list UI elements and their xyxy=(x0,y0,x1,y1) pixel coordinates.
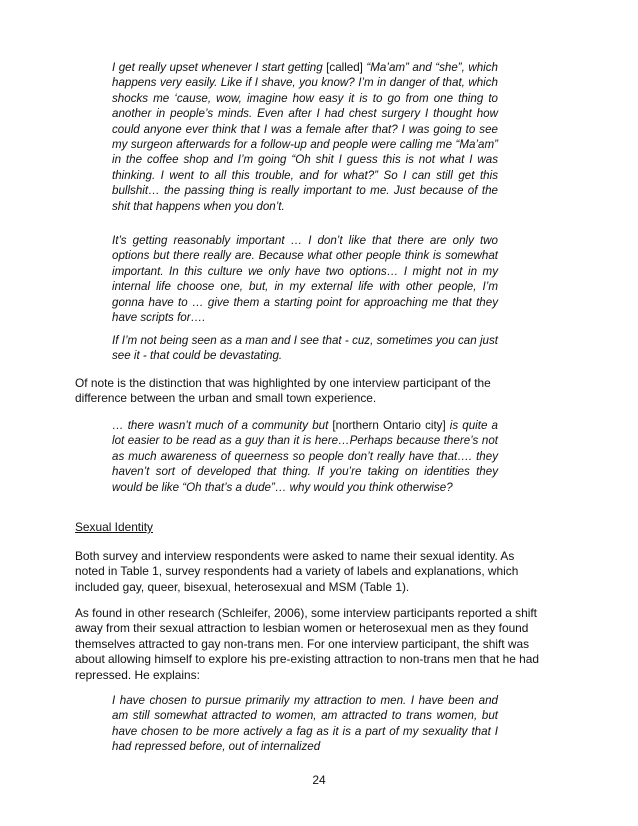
paragraph-urban-small-town: Of note is the distinction that was highlighted by one interview participant of the difference between the urban and small town experience. xyxy=(75,376,491,406)
quote-text: … there wasn’t much of a community but xyxy=(112,419,333,432)
block-quote-options: It’s getting reasonably important … I don’t like that there are only two options but there really are. Because what other people think is somewhat important. In this culture we only have two options… I might not in my internal life choose one, but, in my external life with other people, I’m gonna have to … give them a starting point for approaching me that they have scripts for…. xyxy=(112,234,498,325)
section-heading: Sexual Identity xyxy=(75,520,153,534)
quote-text: is quite a lot easier to be read as a guy than it is here…Perhaps because there’s not as much awareness of queerness so people don’t really have that…. they haven’t sort of developed that thing. If you’re taking on identities they would be like “Oh that’s a dude”… why would you think otherwise? xyxy=(112,419,498,494)
block-quote-passing xyxy=(112,60,498,214)
quote-text: “Ma’am” and “she”, which happens very easily. Like if I shave, you know? I’m in danger of that, which shocks me ‘cause, wow, imagine how easy it is to go from one thing to another in people’s minds. Even after I had chest surgery I thought how could anyone ever think that I was a female after that? I was going to see my surgeon afterwards for a follow-up and people were calling me “Ma’am” in the coffee shop and I’m going “Oh shit I guess this is not what I was thinking. I went to all this trouble, and for what?” So I can still get this bullshit… the passing thing is really important to me. Just because of the shit that happens when you don’t. xyxy=(112,61,498,213)
paragraph-survey: Both survey and interview respondents were asked to name their sexual identity. As noted in Table 1, survey respondents had a variety of labels and explanations, which included gay, queer, bisexual, heterosexual and MSM (Table 1). xyxy=(75,549,519,594)
quote-insertion: [called] xyxy=(326,61,363,74)
page-number: 24 xyxy=(312,773,326,787)
quote-insertion: [northern Ontario city] xyxy=(332,419,446,432)
block-quote-community xyxy=(112,418,498,495)
quote-text: I get really upset whenever I start getting xyxy=(112,61,327,74)
block-quote-attraction: I have chosen to pursue primarily my attraction to men. I have been and am still somewhat attracted to women, am attracted to trans women, but have chosen to be more actively a fag as it is a part of my sexuality that I had repressed before, out of internalized xyxy=(112,694,498,754)
paragraph-research: As found in other research (Schleifer, 2006), some interview participants reported a shift away from their sexual attraction to lesbian women or heterosexual men as they found themselves attracted to gay non-trans men. For one interview participant, the shift was about allowing himself to explore his pre-existing attraction to non-trans men that he had repressed. He explains: xyxy=(75,606,539,682)
block-quote-devastating: If I’m not being seen as a man and I see that - cuz, sometimes you can just see it - that could be devastating. xyxy=(112,334,498,363)
